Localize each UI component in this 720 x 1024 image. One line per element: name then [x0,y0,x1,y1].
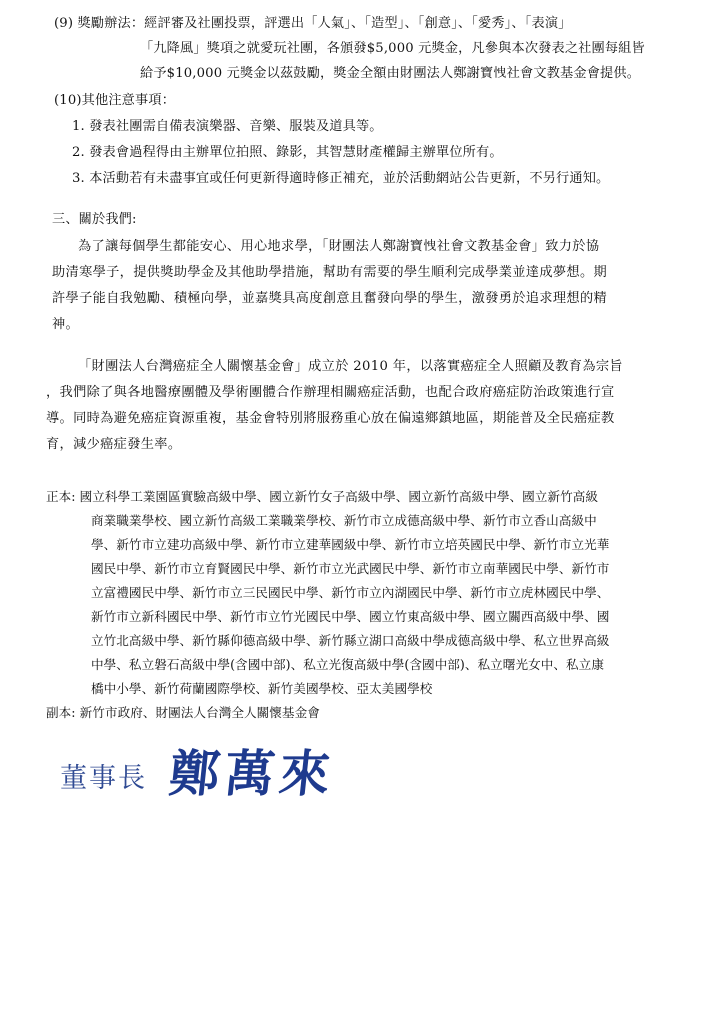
distribution-main-line: 正本: 國立科學工業園區實驗高級中學、國立新竹女子高級中學、國立新竹高級中學、國立新竹高級 [46,489,599,504]
distribution-main-line: 橋中小學、新竹荷蘭國際學校、新竹美國學校、亞太美國學校 [91,681,433,696]
distribution-main-line: 立富禮國民中學、新竹市立三民國民中學、新竹市立內湖國民中學、新竹市立虎林國民中學、 [91,585,610,600]
award-line-3: 給予$10,000 元獎金以茲鼓勵，獎金全額由財團法人鄭謝寶𢘽社會文教基金會提供。 [140,66,641,81]
about-para2-line: ，我們除了與各地醫療團體及學術團體合作辦理相關癌症活動，也配合政府癌症防治政策進行宣 [46,385,615,400]
about-heading: 三、關於我們: [52,212,137,227]
notes-item-1: 1. 發表社團需自備表演樂器、音樂、服裝及道具等。 [72,119,383,134]
distribution-main-line: 學、新竹市立建功高級中學、新竹市立建華國級中學、新竹市立培英國民中學、新竹市立光華 [91,537,610,552]
award-line-2: 「九降風」獎項之就愛玩社團，各頒發$5,000 元獎金，凡參與本次發表之社團每組皆 [140,41,645,56]
about-para2-line: 育，減少癌症發生率。 [46,437,182,452]
distribution-main-line: 商業職業學校、國立新竹高級工業職業學校、新竹市立成德高級中學、新竹市立香山高級中 [91,513,597,528]
about-para1-line: 為了讓每個學生都能安心、用心地求學，「財團法人鄭謝寶𢘽社會文教基金會」致力於協 [78,239,600,254]
award-line-1: (9) 獎勵辦法：經評審及社團投票，評選出「人氣」、「造型」、「創意」、「愛秀」、「表演」 [54,16,572,31]
about-para1-line: 神。 [52,317,80,332]
distribution-main-line: 國民中學、新竹市立育賢國民中學、新竹市立光武國民中學、新竹市立南華國民中學、新竹市 [91,561,610,576]
about-para2-line: 導。同時為避免癌症資源重複，基金會特別將服務重心放在偏遠鄉鎮地區，期能普及全民癌症教 [46,411,615,426]
distribution-copy-line: 副本: 新竹市政府、財團法人台灣全人關懷基金會 [46,705,320,720]
distribution-main-line: 中學、私立磐石高級中學(含國中部)、私立光復高級中學(含國中部)、私立曙光女中、私立康 [91,657,604,672]
about-para1-line: 助清寒學子，提供獎助學金及其他助學措施，幫助有需要的學生順利完成學業並達成夢想。期 [52,265,608,280]
distribution-main-line: 立竹北高級中學、新竹縣仰德高級中學、新竹縣立湖口高級中學成德高級中學、私立世界高級 [91,633,610,648]
signature-name: 鄭萬來 [166,744,338,803]
about-para2-line: 「財團法人台灣癌症全人關懷基金會」成立於 2010 年，以落實癌症全人照顧及教育為宗旨 [78,359,623,374]
notes-item-3: 3. 本活動若有未盡事宜或任何更新得適時修正補充，並於活動網站公告更新，不另行通知。 [72,171,610,186]
about-para1-line: 許學子能自我勉勵、積極向學，並嘉獎具高度創意且奮發向學的學生，激發勇於追求理想的精 [52,291,608,306]
notes-heading: (10)其他注意事項： [54,93,176,108]
distribution-main-line: 新竹市立新科國民中學、新竹市立竹光國民中學、國立竹東高級中學、國立關西高級中學、國 [91,609,610,624]
signature-title: 董事長 [60,763,147,794]
notes-item-2: 2. 發表會過程得由主辦單位拍照、錄影，其智慧財產權歸主辦單位所有。 [72,145,503,160]
chairman-signature [60,728,360,808]
